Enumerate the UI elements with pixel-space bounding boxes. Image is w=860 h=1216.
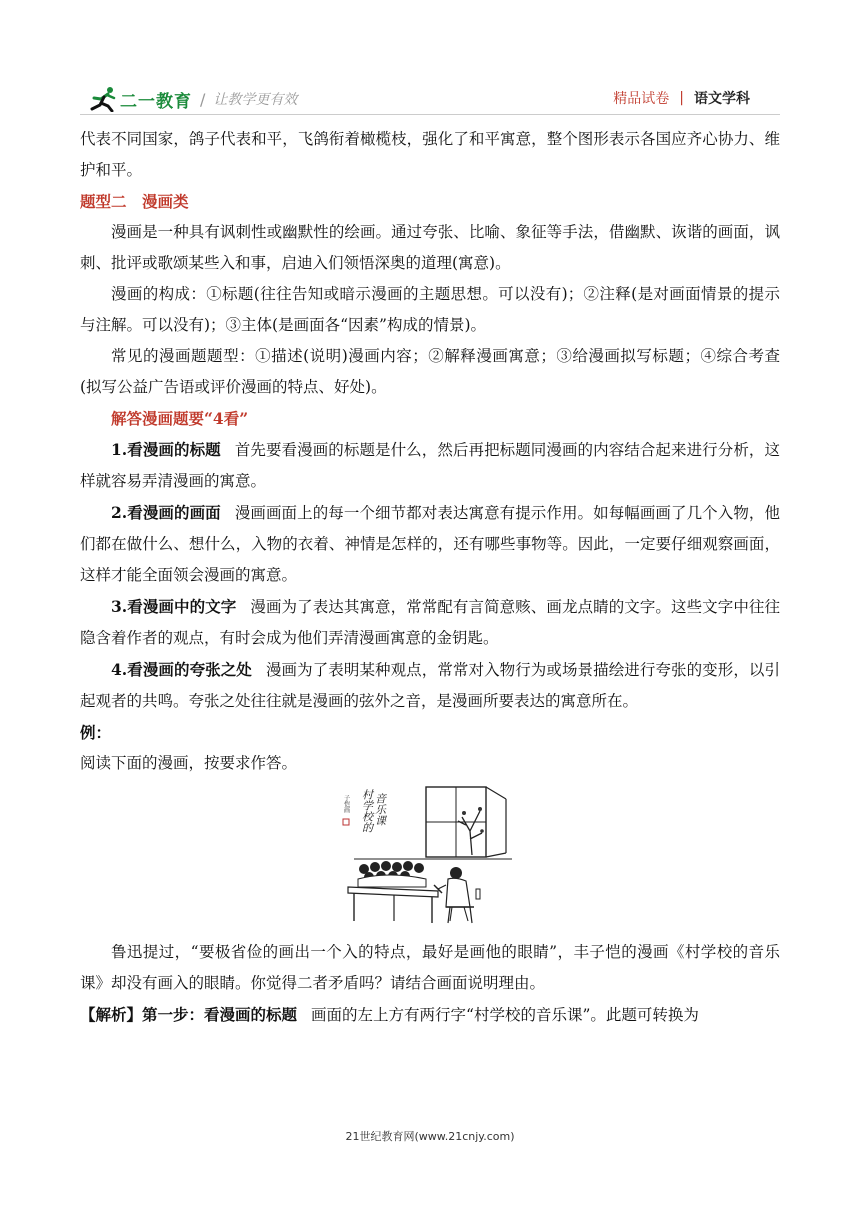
item-text: 漫画画面上的每一个细节都对表达寓意有提示作用。如每幅画画了几个入物，他们都在做什么、想什么，入物的衣着、神情是怎样的，还有哪些事物等。因此，一定要仔细观察画面，这样才能全面领会漫画的寓意。 <box>80 504 780 584</box>
analysis-text: 画面的左上方有两行字“村学校的音乐课”。此题可转换为 <box>311 1006 699 1024</box>
list-item <box>80 497 780 591</box>
list-item <box>80 591 780 654</box>
page-footer: 21世纪教育网(www.21cnjy.com) <box>345 1130 515 1143</box>
item-heading: 1.看漫画的标题 <box>111 440 221 459</box>
header-separator: | <box>679 90 684 106</box>
section-title: 题型二 漫画类 <box>80 192 189 211</box>
header-category: 精品试卷 <box>613 91 670 107</box>
logo-slogan: 让教学更有效 <box>213 92 298 108</box>
running-person-icon <box>88 86 118 112</box>
paragraph: 漫画是一种具有讽刺性或幽默性的绘画。通过夸张、比喻、象征等手法，借幽默、诙谐的画面，讽刺、批评或歌颂某些入和事，启迪入们领悟深奥的道理(寓意)。 <box>80 223 780 272</box>
logo-name: 二一教育 <box>120 91 192 112</box>
svg-text:子恺画: 子恺画 <box>342 795 350 813</box>
header-divider <box>80 114 780 115</box>
analysis <box>80 999 780 1031</box>
logo <box>88 86 297 112</box>
item-text: 漫画为了表明某种观点，常常对入物行为或场景描绘进行夸张的变形，以引起观者的共鸣。夸张之处往往就是漫画的弦外之音，是漫画所要表达的寓意所在。 <box>80 661 780 710</box>
page-header <box>80 86 780 112</box>
header-subject <box>613 88 750 108</box>
paragraph: 代表不同国家，鸽子代表和平，飞鸽衔着橄榄枝，强化了和平寓意，整个图形表示各国应齐心协力、维护和平。 <box>80 130 780 179</box>
comic-title-line1: 村学校的 <box>360 789 374 833</box>
header-subject-name: 语文学科 <box>694 91 750 107</box>
item-heading: 2.看漫画的画面 <box>111 503 221 522</box>
example-label: 例： <box>80 723 112 742</box>
list-item <box>80 434 780 497</box>
subsection-title: 解答漫画题要“4看” <box>111 409 249 428</box>
item-text: 首先要看漫画的标题是什么，然后再把标题同漫画的内容结合起来进行分析，这样就容易弄清漫画的寓意。 <box>80 441 780 490</box>
paragraph: 常见的漫画题题型：①描述(说明)漫画内容；②解释漫画寓意；③给漫画拟写标题；④综合考查(拟写公益广告语或评价漫画的特点、好处)。 <box>80 347 780 396</box>
document-body <box>80 124 780 1031</box>
analysis-heading: 【解析】第一步：看漫画的标题 <box>80 1005 298 1024</box>
paragraph: 漫画的构成：①标题(往往告知或暗示漫画的主题思想。可以没有)；②注释(是对画面情景的提示与注解。可以没有)；③主体(是画面各“因素”构成的情景)。 <box>80 285 780 334</box>
item-heading: 4.看漫画的夸张之处 <box>111 660 252 679</box>
comic-illustration <box>334 781 514 929</box>
list-item <box>80 654 780 717</box>
comic-container <box>80 781 780 931</box>
question: 鲁迅提过，“要极省俭的画出一个入的特点，最好是画他的眼睛”，丰子恺的漫画《村学校的音乐课》却没有画入的眼睛。你觉得二者矛盾吗？请结合画面说明理由。 <box>80 943 780 992</box>
example-intro: 阅读下面的漫画，按要求作答。 <box>80 754 298 772</box>
comic-title-line2: 音乐课 <box>373 793 387 826</box>
item-text: 漫画为了表达其寓意，常常配有言简意赅、画龙点睛的文字。这些文字中往往隐含着作者的观点，有时会成为他们弄清漫画寓意的金钥匙。 <box>80 598 780 647</box>
item-heading: 3.看漫画中的文字 <box>111 597 237 616</box>
logo-slash: / <box>200 89 206 109</box>
